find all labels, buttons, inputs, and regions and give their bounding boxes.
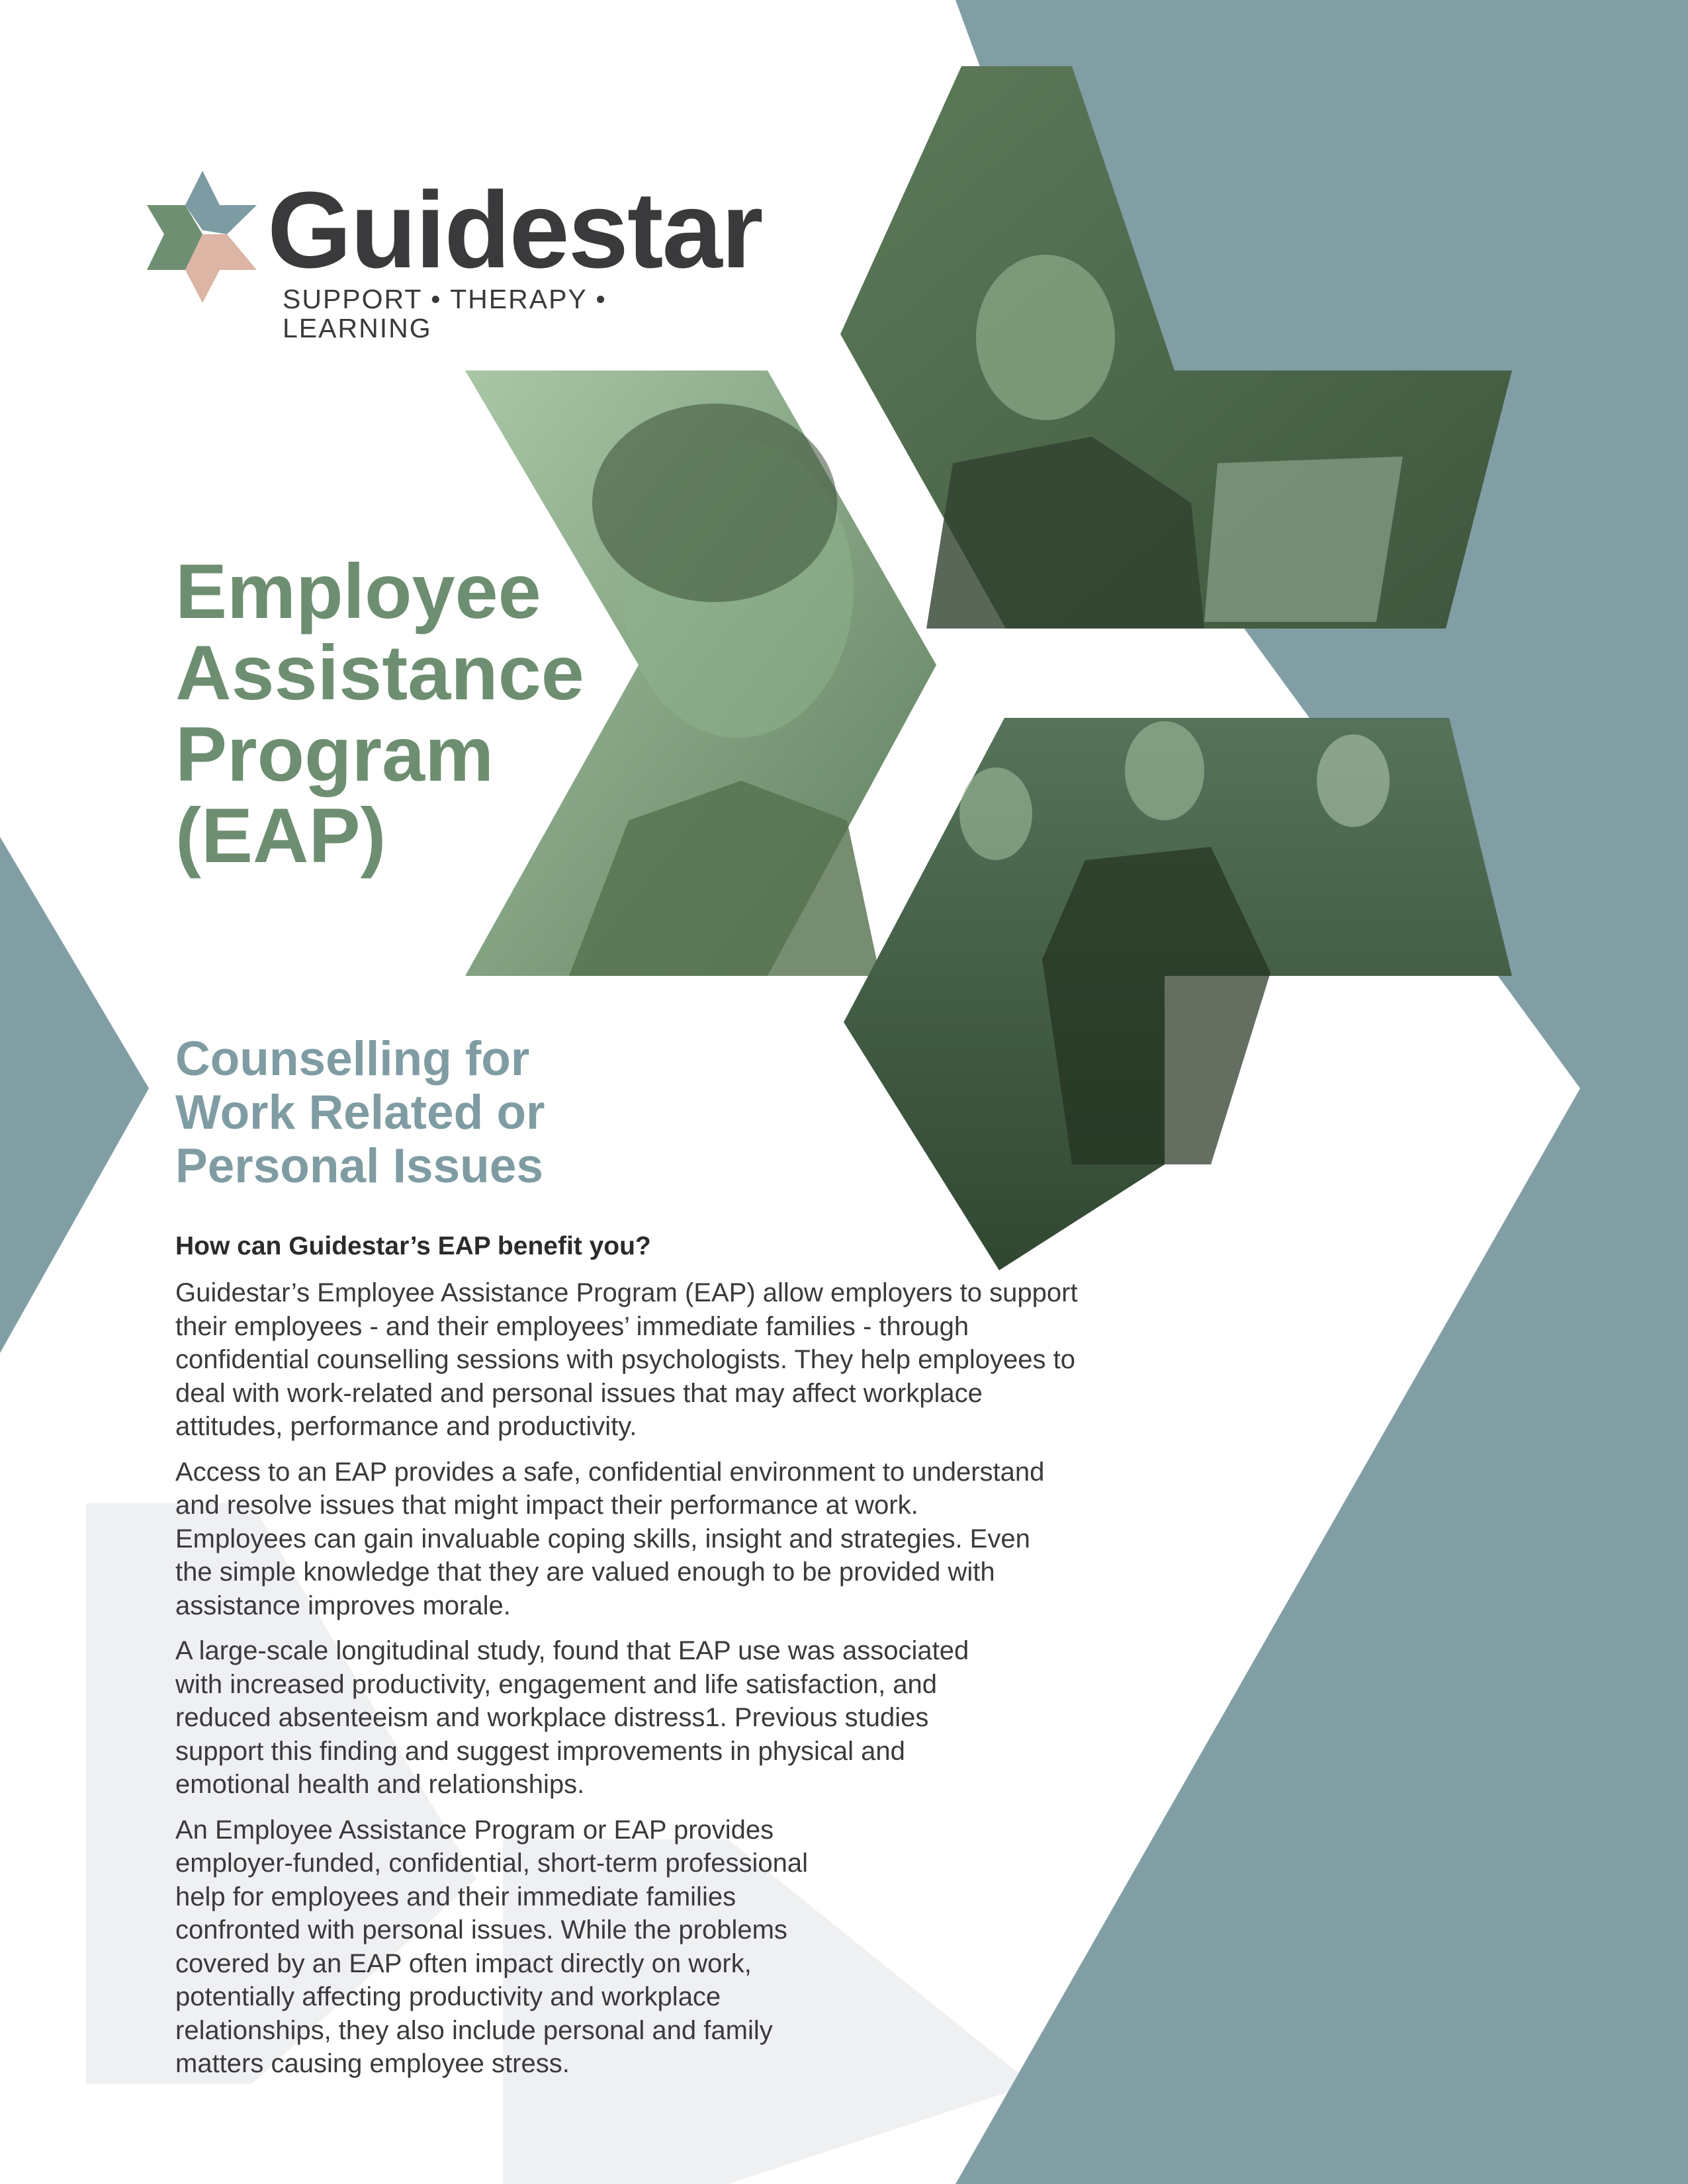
photo-team-group <box>844 718 1512 1270</box>
subtitle <box>175 1032 771 1193</box>
brand-tagline: SUPPORT • THERAPY • LEARNING <box>283 284 607 343</box>
title-line: (EAP) <box>175 792 386 879</box>
guidestar-star-icon <box>147 171 262 303</box>
subtitle-line: Personal Issues <box>175 1139 543 1193</box>
paragraph-3: A large-scale longitudinal study, found that EAP use was associated with increased productivity, engagement and life satisfaction, and reduced absenteeism and workplace distress1. Previous studies support this finding and suggest improvements in physical and emotional health and relationships. <box>175 1636 969 1799</box>
paragraph-4: An Employee Assistance Program or EAP provides employer-funded, confidential, short-term professional help for employees and their immediate families confronted with personal issues. While the problems covered by an EAP often impact directly on work, potentially affecting productivity and workplace relationships, they also include personal and family matters causing employee stress. <box>175 1815 809 2078</box>
section-question: How can Guidestar’s EAP benefit you? <box>175 1232 651 1260</box>
title-line: Program <box>175 711 494 797</box>
page-title <box>175 548 639 879</box>
body-content <box>175 1231 1078 2093</box>
title-line: Assistance <box>175 629 584 716</box>
paragraph-2: Access to an EAP provides a safe, confidential environment to understand and resolve issues that might impact their performance at work. Employees can gain invaluable coping skills, insight and strategies. Even the simple knowledge that they are valued enough to be provided with assistance improves morale. <box>175 1457 1045 1620</box>
brand-name: Guidestar <box>267 169 762 290</box>
title-line: Employee <box>175 548 541 634</box>
slate-wedge-left <box>0 837 149 1353</box>
logo <box>147 169 762 343</box>
paragraph-1: Guidestar’s Employee Assistance Program (EAP) allow employers to support their employees - and their employees’ immediate families - through confidential counselling sessions with psychologists. They help employees to deal with work-related and personal issues that may affect workplace attitudes, performance and productivity. <box>175 1278 1078 1441</box>
subtitle-line: Work Related or <box>175 1086 545 1139</box>
subtitle-line: Counselling for <box>175 1032 530 1086</box>
